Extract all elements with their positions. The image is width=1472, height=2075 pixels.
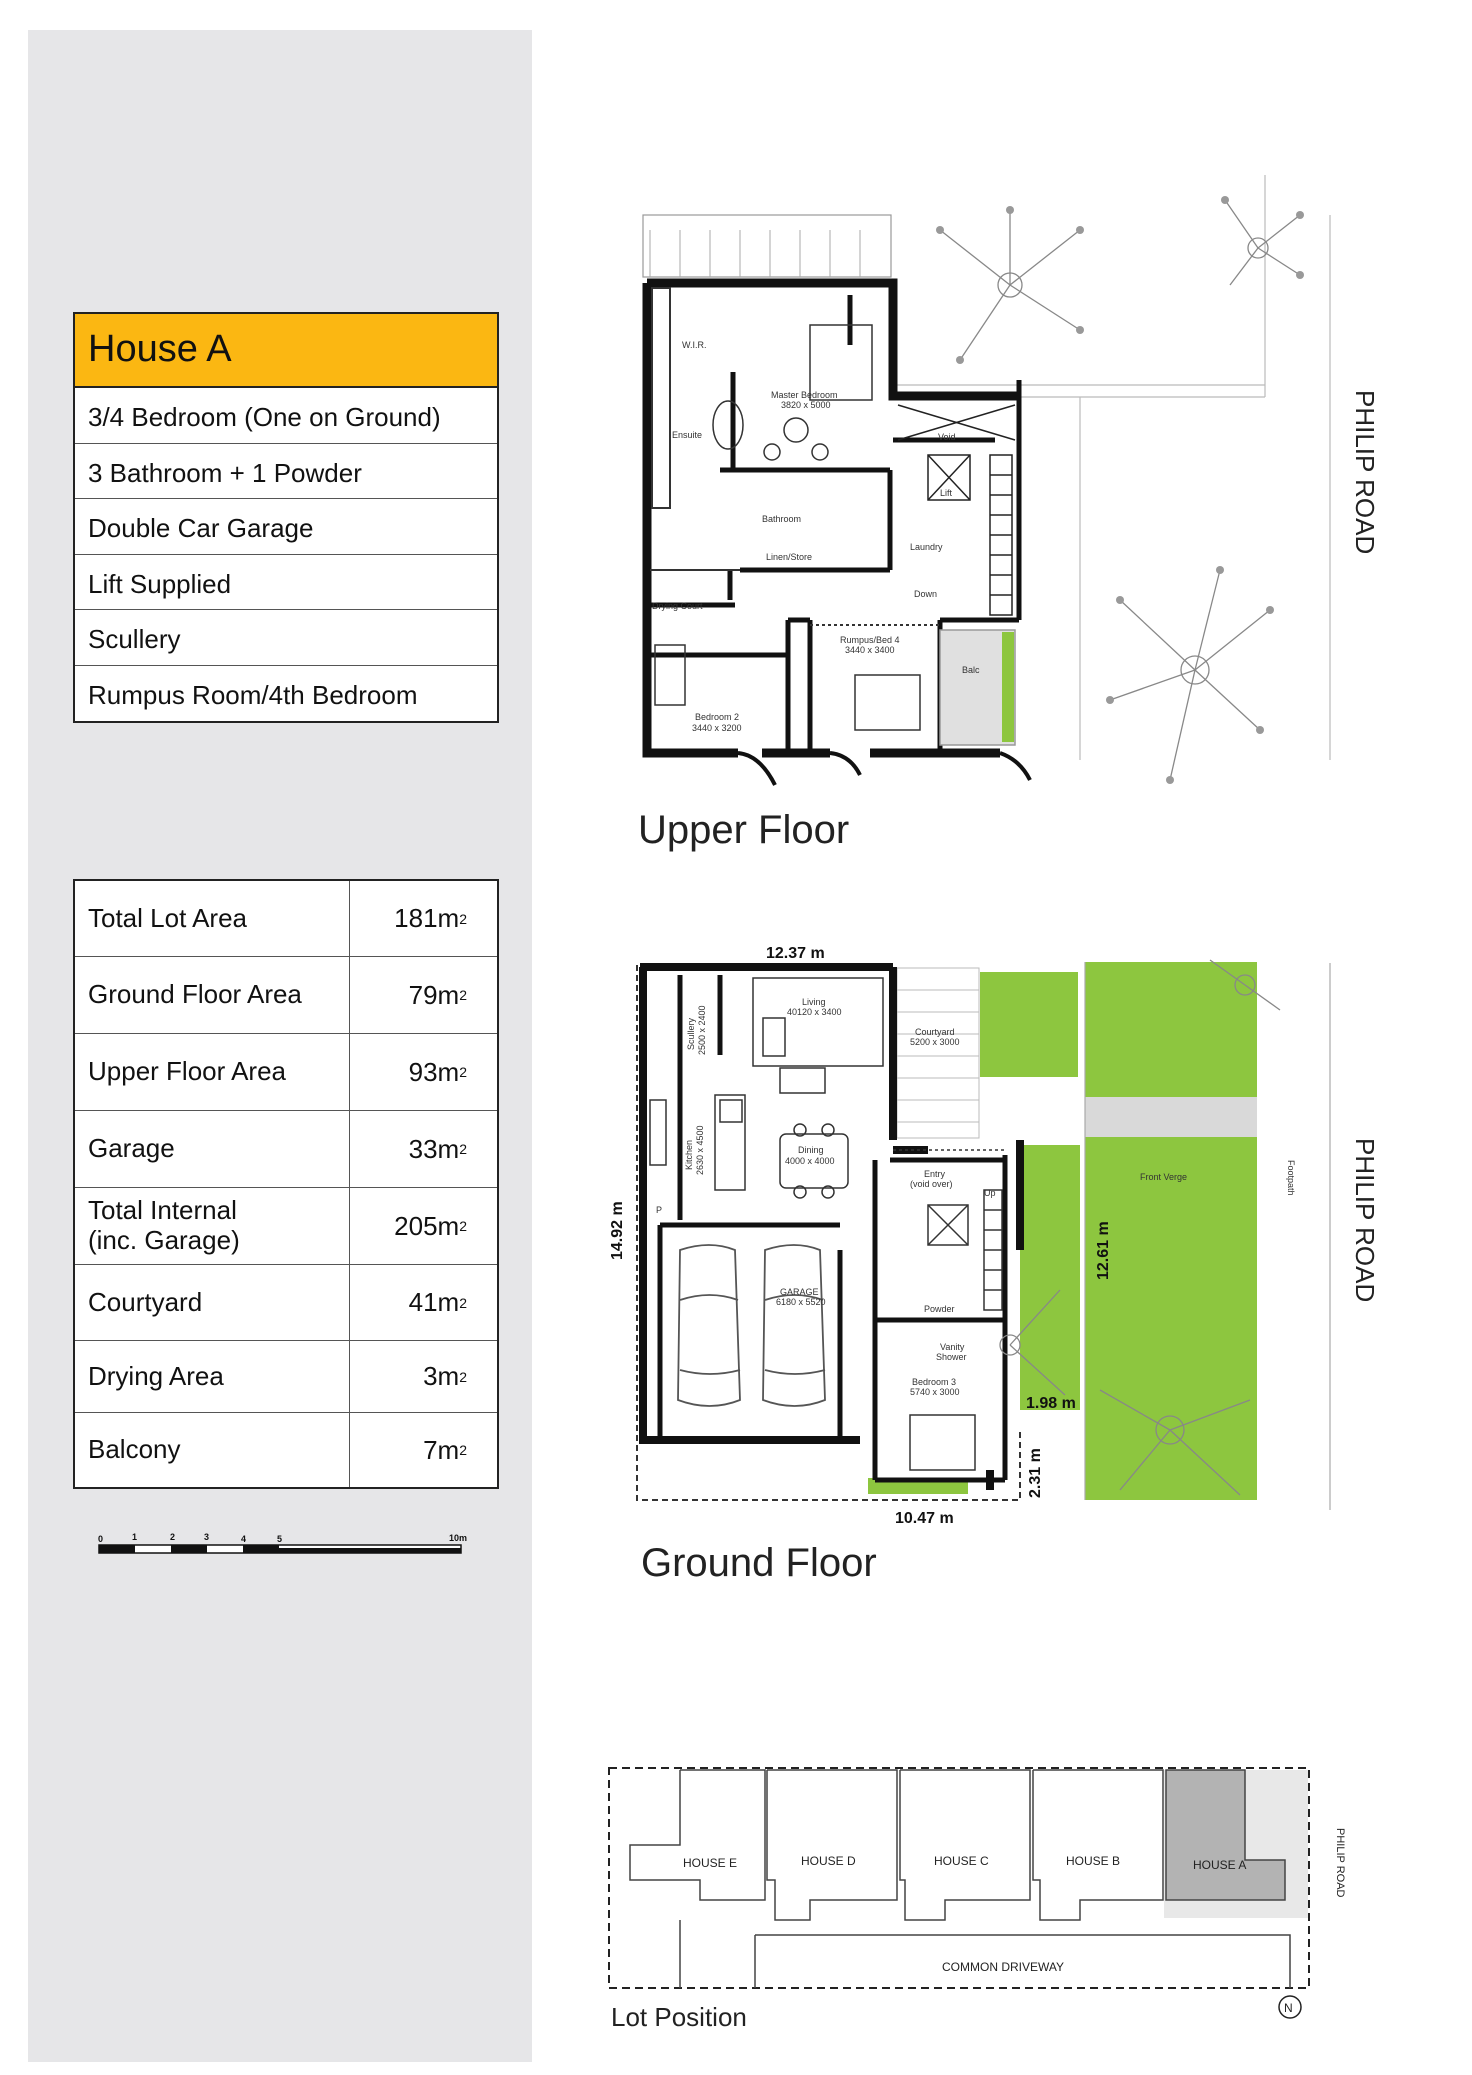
area-label: Total Internal (inc. Garage) — [75, 1188, 350, 1264]
dimension-label: 14.92 m — [609, 1201, 626, 1260]
ground-floor-title: Ground Floor — [641, 1541, 877, 1585]
area-label: Ground Floor Area — [75, 957, 350, 1033]
scale-tick-label: 3 — [204, 1532, 210, 1542]
room-label: Bedroom 3 — [912, 1377, 957, 1387]
room-label: GARAGE — [780, 1287, 819, 1297]
lot-label-highlighted: HOUSE A — [1193, 1858, 1247, 1872]
area-value: 33m 2 — [408, 1133, 467, 1164]
feature-row: Rumpus Room/4th Bedroom — [88, 679, 418, 710]
area-value: 7m 2 — [423, 1434, 467, 1465]
room-dim: 3440 x 3200 — [692, 723, 742, 733]
scale-tick-label: 2 — [170, 1532, 176, 1542]
road-label: PHILIP ROAD — [1334, 1828, 1346, 1898]
area-value: 3m 2 — [423, 1361, 467, 1391]
room-label: Bathroom — [762, 514, 802, 524]
room-label: P — [656, 1205, 663, 1215]
room-label: Drying Court — [652, 601, 703, 611]
room-label: Footpath — [1286, 1160, 1296, 1196]
room-label: Shower — [936, 1352, 967, 1362]
scale-tick-label: 4 — [241, 1534, 247, 1544]
room-label: Entry — [924, 1169, 946, 1179]
area-value: 93m 2 — [408, 1056, 467, 1087]
room-label: Living — [802, 997, 826, 1007]
dimension-label: 1.98 m — [1026, 1395, 1076, 1412]
dimension-label: 12.61 m — [1095, 1221, 1112, 1280]
lot-label: HOUSE D — [801, 1854, 856, 1868]
room-label: Lift — [940, 488, 953, 498]
room-label: Front Verge — [1140, 1172, 1188, 1182]
dimension-label: 10.47 m — [895, 1510, 954, 1527]
area-label: Garage — [75, 1111, 350, 1187]
upper-floor-title: Upper Floor — [638, 808, 850, 852]
lot-position-title: Lot Position — [611, 2002, 747, 2032]
lot-label: HOUSE C — [934, 1854, 989, 1868]
room-label: Balc — [962, 665, 980, 675]
scale-tick-label: 0 — [98, 1534, 104, 1544]
room-label: Scullery — [686, 1017, 696, 1050]
room-label: Master Bedroom — [771, 390, 838, 400]
room-dim: 5200 x 3000 — [910, 1037, 960, 1047]
area-label: Upper Floor Area — [75, 1034, 350, 1110]
room-label: Courtyard — [915, 1027, 955, 1037]
feature-row: 3 Bathroom + 1 Powder — [75, 444, 497, 500]
area-label: Courtyard — [75, 1265, 350, 1340]
room-dim: 3440 x 3400 — [845, 645, 895, 655]
room-dim: 3820 x 5000 — [781, 400, 831, 410]
room-label: Up — [984, 1188, 996, 1198]
room-label: Powder — [924, 1304, 955, 1314]
feature-row: 3/4 Bedroom (One on Ground) — [75, 388, 497, 444]
lot-label: HOUSE B — [1066, 1854, 1121, 1868]
room-dim: 6180 x 5520 — [776, 1297, 826, 1307]
area-value: 205m 2 — [394, 1210, 467, 1241]
area-value: 181m 2 — [394, 903, 467, 933]
room-label: Laundry — [910, 542, 943, 552]
feature-row: Lift Supplied — [75, 555, 497, 611]
room-label: Rumpus/Bed 4 — [840, 635, 900, 645]
road-label: PHILIP ROAD — [1350, 1138, 1380, 1303]
area-label: Total Lot Area — [75, 881, 350, 956]
room-label: (void over) — [910, 1179, 953, 1189]
room-label: Ensuite — [672, 430, 703, 440]
lot-label: HOUSE E — [683, 1856, 738, 1870]
room-dim: 2500 x 2400 — [697, 1005, 707, 1055]
room-dim: 2630 x 4500 — [695, 1125, 705, 1175]
north-arrow-icon — [1279, 1996, 1301, 2018]
dimension-label: 12.37 m — [766, 945, 825, 962]
room-label: Linen/Store — [766, 552, 813, 562]
room-label: Down — [914, 589, 938, 599]
area-value: 79m 2 — [408, 979, 467, 1010]
svg-text:N: N — [1284, 2001, 1293, 2015]
room-label: Void — [938, 432, 956, 442]
road-label: PHILIP ROAD — [1350, 390, 1380, 555]
feature-row: Double Car Garage — [75, 499, 497, 555]
room-label: W.I.R. — [682, 340, 707, 350]
feature-row: Scullery — [75, 610, 497, 666]
room-label: Kitchen — [684, 1139, 694, 1170]
room-label: Bedroom 2 — [695, 712, 740, 722]
area-label: Balcony — [75, 1413, 350, 1487]
area-label: Drying Area — [75, 1341, 350, 1412]
driveway-label: COMMON DRIVEWAY — [942, 1960, 1064, 1974]
room-dim: 40120 x 3400 — [787, 1007, 842, 1017]
scale-tick-label: 5 — [277, 1534, 283, 1544]
house-title: House A — [75, 314, 497, 388]
room-dim: 4000 x 4000 — [785, 1156, 835, 1166]
scale-tick-label: 10m — [449, 1533, 468, 1543]
dimension-label: 2.31 m — [1027, 1448, 1044, 1498]
room-label: Vanity — [940, 1342, 965, 1352]
room-dim: 5740 x 3000 — [910, 1387, 960, 1397]
room-label: Dining — [798, 1145, 824, 1155]
area-value: 41m 2 — [408, 1287, 467, 1317]
scale-tick-label: 1 — [132, 1532, 138, 1542]
